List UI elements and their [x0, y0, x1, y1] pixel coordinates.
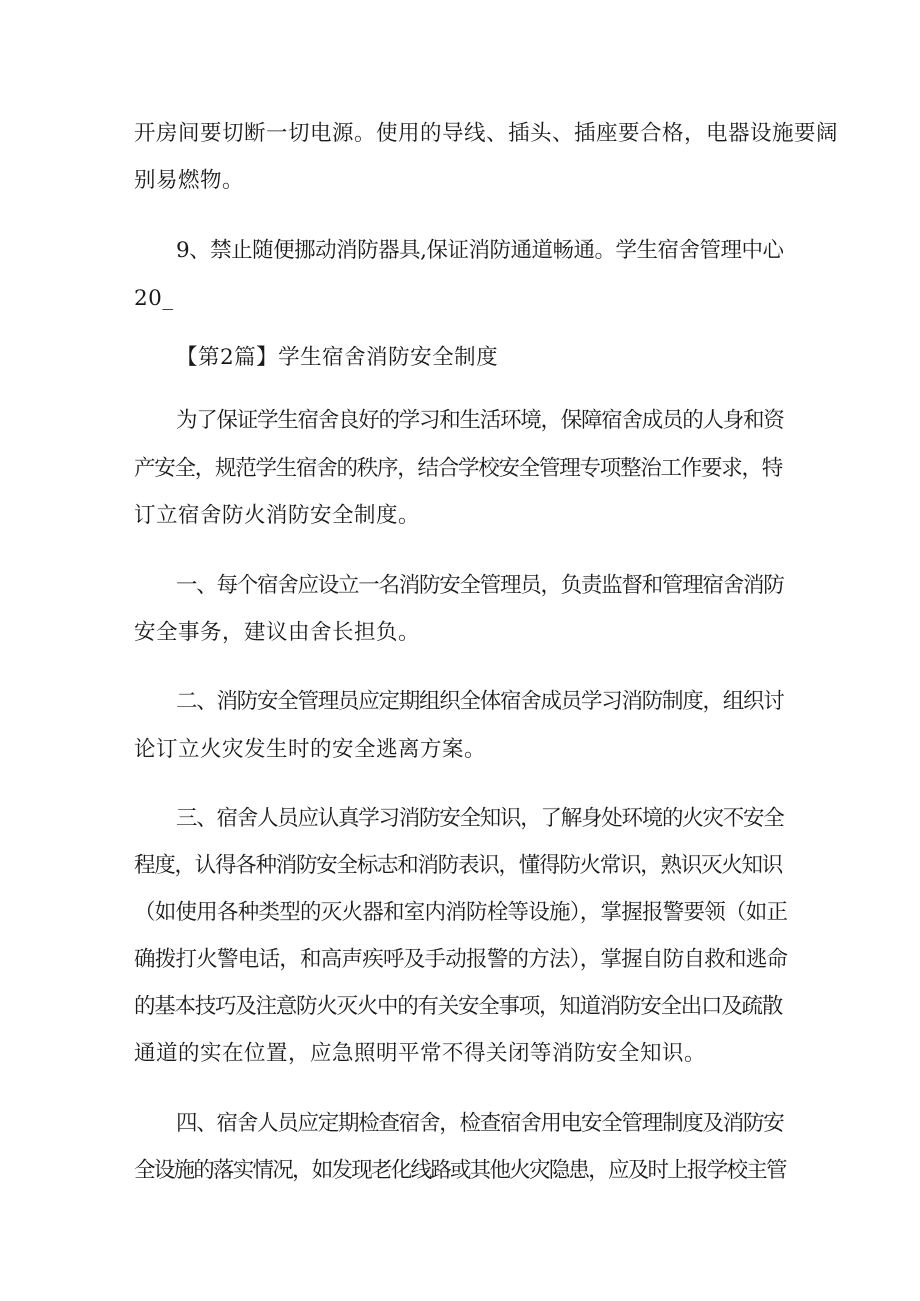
- text-line: （如使用各种类型的灭火器和室内消防栓等设施），掌握报警要领（如正: [134, 900, 788, 925]
- text-line: 四、宿舍人员应定期检查宿舍，检查宿舍用电安全管理制度及消防安: [176, 1111, 784, 1136]
- text-line: 三、宿舍人员应认真学习消防安全知识，了解身处环境的火灾不安全: [176, 806, 784, 831]
- text-line: 20_: [134, 286, 174, 311]
- text-line: 开房间要切断一切电源。使用的导线、插头、插座要合格，电器设施要阔: [134, 121, 839, 146]
- text-line: 别易燃物。: [134, 168, 245, 193]
- text-line: 确拨打火警电话，和高声疾呼及手动报警的方法），掌握自防自救和逃命: [134, 947, 788, 972]
- text-line: 程度，认得各种消防安全标志和消防表识，懂得防火常识，熟识灭火知识: [134, 853, 783, 878]
- text-line: 一、每个宿舍应设立一名消防安全管理员，负责监督和管理宿舍消防: [176, 573, 784, 598]
- text-line: 论订立火灾发生时的安全逃离方案。: [134, 737, 487, 762]
- text-line: 产安全，规范学生宿舍的秩序，结合学校安全管理专项整治工作要求，特: [134, 456, 783, 481]
- text-line: 二、消防安全管理员应定期组织全体宿舍成员学习消防制度，组织讨: [176, 689, 784, 714]
- text-line: 订立宿舍防火消防安全制度。: [134, 503, 421, 528]
- section-title: 【第2篇】学生宿舍消防安全制度: [176, 345, 499, 370]
- text-line: 安全事务，建议由舍长担负。: [134, 620, 421, 645]
- text-line: 为了保证学生宿舍良好的学习和生活环境，保障宿舍成员的人身和资: [176, 408, 784, 433]
- text-line: 的基本技巧及注意防火灭火中的有关安全事项，知道消防安全出口及疏散: [134, 994, 783, 1019]
- text-line: 全设施的落实情况，如发现老化线路或其他火灾隐患，应及时上报学校主管: [134, 1158, 786, 1183]
- text-line: 9、禁止随便挪动消防器具,保证消防通道畅通。学生宿舍管理中心: [176, 238, 784, 263]
- text-line: 通道的实在位置，应急照明平常不得关闭等消防安全知识。: [134, 1041, 707, 1066]
